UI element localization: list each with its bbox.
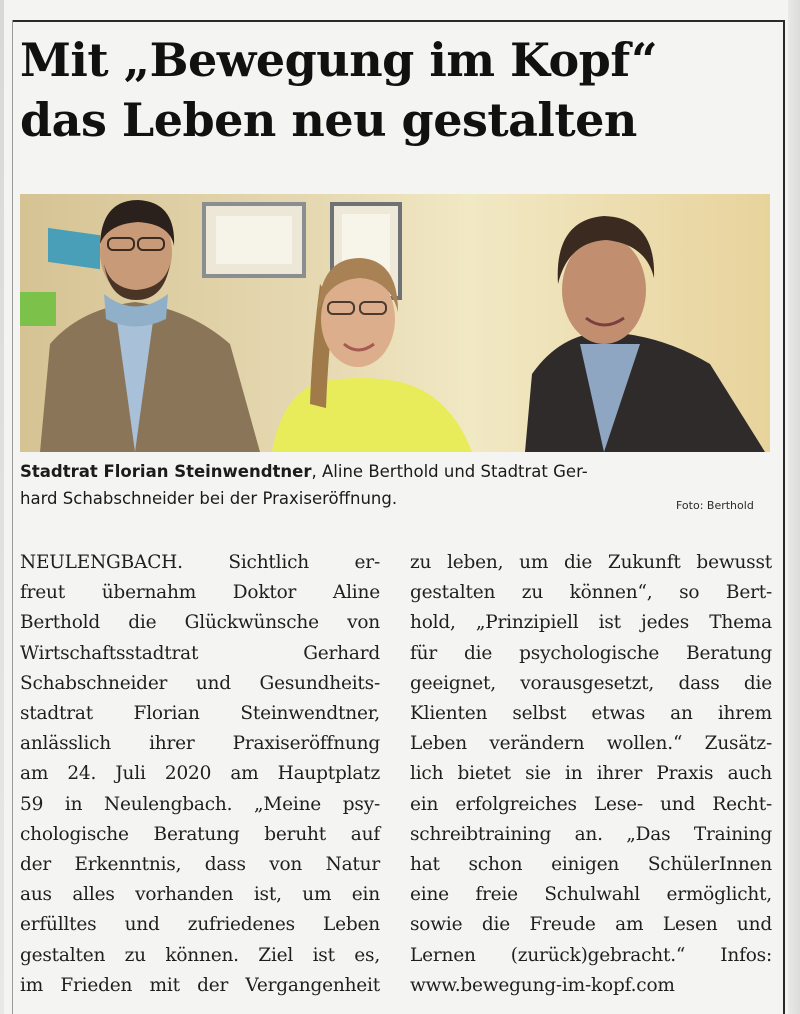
photo-credit: Foto: Berthold [676,499,754,512]
caption-rest: , Aline Berthold und Stadtrat Ger- [311,462,588,481]
photo-caption [20,458,780,512]
article-photo [20,194,770,452]
headline-line-1: Mit „Bewegung im Kopf“ [20,33,658,87]
article-border-right [783,20,785,1014]
article-left-line: NEULENGBACH. Sichtlich er- [20,552,380,573]
article-left-line: Wirtschaftsstadtrat Gerhard [20,642,380,664]
article-right-line: schreibtraining an. „Das Training [410,823,772,845]
article-right-line: Leben verändern wollen.“ Zusätz- [410,733,772,755]
article-left-line: am 24. Juli 2020 am Hauptplatz [20,763,380,785]
article-right-line: geeignet, vorausgesetzt, dass die [410,672,772,694]
caption-line-1 [20,458,780,485]
article-left-line: Schabschneider und Gesundheits- [20,672,380,694]
article-left-line: gestalten zu können. Ziel ist es, [20,944,380,966]
article-right-line: Lernen (zurück)gebracht.“ Infos: [410,944,772,966]
article-left-line: erfülltes und zufriedenes Leben [20,914,380,936]
headline-line-2: das Leben neu gestalten [20,93,637,147]
article-left-line: stadtrat Florian Steinwendtner, [20,703,380,725]
article-right-line: für die psychologische Beratung [410,642,772,664]
article-column-right [410,548,772,1001]
certificate-left-paper [216,216,292,264]
article-border-left [12,20,13,1014]
scan-edge-left [0,0,4,1014]
article-left-line: freut übernahm Doktor Aline [20,582,380,604]
article-right-line: zu leben, um die Zukunft bewusst [410,552,772,573]
article-right-line: Klienten selbst etwas an ihrem [410,703,772,725]
article-left-line: im Frieden mit der Vergangenheit [20,974,380,996]
scan-edge-right [788,0,800,1014]
caption-bold-name: Stadtrat Florian Steinwendtner [20,462,312,481]
photo-illustration [20,194,770,452]
article-right-line: hold, „Prinzipiell ist jedes Thema [410,612,772,634]
article-right-line: sowie die Freude am Lesen und [410,914,772,936]
article-border-top [12,20,784,22]
article-right-line: gestalten zu können“, so Bert- [410,582,772,604]
headline [20,30,775,150]
article-left-line: anlässlich ihrer Praxiseröffnung [20,733,380,755]
article-right-line: lich bietet sie in ihrer Praxis auch [410,763,772,785]
article-info-link[interactable]: www.bewegung-im-kopf.com [410,974,675,996]
article-right-line: hat schon einigen SchülerInnen [410,854,772,876]
article-left-line: aus alles vorhanden ist, um ein [20,884,380,906]
article-left-line: chologische Beratung beruht auf [20,823,380,845]
wall-sign-green [20,292,56,326]
article-left-line: Berthold die Glückwünsche von [20,612,380,634]
article-left-line: 59 in Neulengbach. „Meine psy- [20,793,380,815]
article-column-left [20,548,380,1001]
article-right-line: eine freie Schulwahl ermöglicht, [410,884,772,906]
article-left-line: der Erkenntnis, dass von Natur [20,854,380,876]
article-right-line: ein erfolgreiches Lese- und Recht- [410,793,772,815]
caption-line-2: hard Schabschneider bei der Praxiseröffnung. [20,489,398,508]
